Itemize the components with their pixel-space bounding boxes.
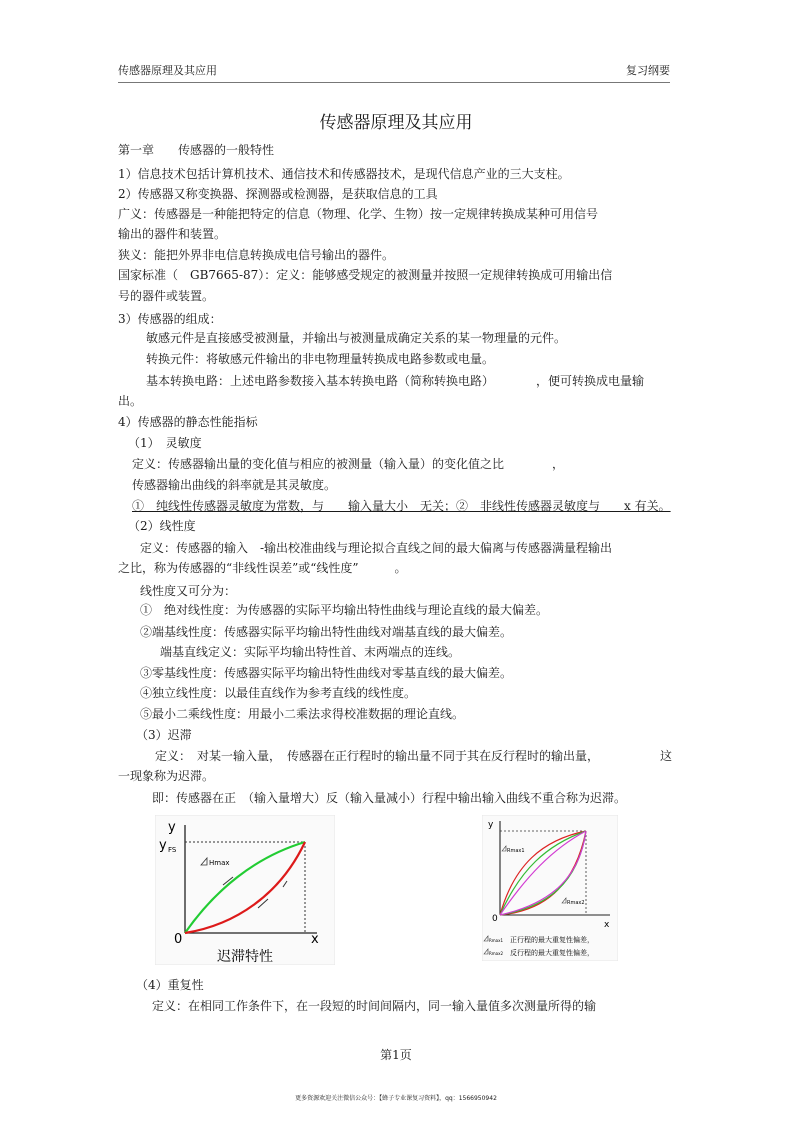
legend2-text: 反行程的最大重复性偏差， [510,949,594,957]
paragraph-line: ① 纯线性传感器灵敏度为常数，与 输入量大小 无关；② 非线性传感器灵敏度与 x 有关。 [132,499,671,513]
y-axis-label: y [168,820,176,835]
paragraph-line: ②端基线性度：传感器实际平均输出特性曲线对端基直线的最大偏差。 [140,625,513,639]
page-number: 第1页 [380,1048,412,1062]
header-rule [118,82,670,83]
paragraph-line: 号的器件或装置。 [118,289,215,303]
paragraph-line: 一现象称为迟滞。 [118,769,215,783]
chapter-heading: 第一章 传感器的一般特性 [118,143,275,157]
origin-label: 0 [492,914,498,924]
subsection-heading: （1） 灵敏度 [128,436,202,450]
paragraph-line: 定义：传感器的输入 -输出校准曲线与理论拟合直线之间的最大偏离与传感器满量程输出 [140,541,613,555]
section-heading: 3）传感器的组成： [118,312,222,326]
hysteresis-figure [155,815,335,965]
legend1-text: 正行程的最大重复性偏差， [510,936,594,944]
footer-note: 更多资源欢迎关注微信公众号：【蜂子专业课复习资料】，qq：156695094​2 [295,1095,497,1102]
paragraph-line: 定义：传感器输出量的变化值与相应的被测量（输入量）的变化值之比 ， [132,457,565,471]
delta1-label: Rmax1 [507,848,525,854]
origin-label: 0 [174,932,183,947]
header-left: 传感器原理及其应用 [118,64,217,77]
yfs-subscript: FS [168,846,177,854]
paragraph-line: 出。 [118,394,143,408]
legend1-subscript: Rmax1 [489,938,504,943]
legend2-subscript: Rmax2 [489,951,504,956]
repeatability-figure [482,815,618,961]
paragraph-line: 1）信息技术包括计算机技术、通信技术和传感器技术，是现代信息产业的三大支柱。 [118,167,570,181]
paragraph-line: 端基直线定义：实际平均输出特性首、末两端点的连线。 [160,645,461,659]
paragraph-line: 线性度又可分为： [140,584,237,598]
figure-caption: 迟滞特性 [217,949,273,965]
paragraph-line: 传感器输出曲线的斜率就是其灵敏度。 [132,478,337,492]
paragraph-line: 国家标准（ GB7665-87）：定义：能够感受规定的被测量并按照一定规律转换成可用输出信 [118,268,613,282]
paragraph-line: ③零基线性度：传感器实际平均输出特性曲线对零基直线的最大偏差。 [140,666,513,680]
paragraph-line: 狭义：能把外界非电信息转换成电信号输出的器件。 [118,248,395,262]
paragraph-line: 广义：传感器是一种能把特定的信息（物理、化学、生物）按一定规律转换成某种可用信号 [118,207,599,221]
yfs-label: y [159,838,167,853]
paragraph-line: ⑤最小二乘线性度：用最小二乘法求得校准数据的理论直线。 [140,707,465,721]
paragraph-line: 定义：在相同工作条件下，在一段短的时间间隔内，同一输入量值多次测量所得的输 [152,999,597,1013]
header-right: 复习纲要 [626,64,670,77]
paragraph-line: 定义： 对某一输入量， 传感器在正行程时的输出量不同于其在反行程时的输出量， [155,749,600,763]
document-title: 传感器原理及其应用 [319,113,473,133]
paragraph-line: 转换元件：将敏感元件输出的非电物理量转换成电路参数或电量。 [146,352,495,366]
section-heading: 4）传感器的静态性能指标 [118,415,258,429]
paragraph-line: 2）传感器又称变换器、探测器或检测器，是获取信息的工具 [118,187,438,201]
paragraph-line: 即：传感器在正 （输入量增大）反（输入量减小）行程中输出输入曲线不重合称为迟滞。 [152,791,627,805]
x-axis-label: x [604,920,610,930]
delta-hmax-label: Hmax [209,859,230,867]
y-axis-label: y [488,820,494,830]
paragraph-line: 之比，称为传感器的“非线性误差”或“线性度” 。 [118,561,407,575]
subsection-heading: （4）重复性 [136,978,204,992]
x-axis-label: x [311,932,319,947]
paragraph-line: 基本转换电路：上述电路参数接入基本转换电路（简称转换电路） ，便可转换成电量输 [146,374,645,388]
paragraph-line: ④独立线性度：以最佳直线作为参考直线的线性度。 [140,686,417,700]
subsection-heading: （3）迟滞 [136,728,192,742]
paragraph-line-tail: 这 [660,749,673,763]
paragraph-line: 输出的器件和装置。 [118,227,227,241]
paragraph-line: 敏感元件是直接感受被测量，并输出与被测量成确定关系的某一物理量的元件。 [146,331,567,345]
subsection-heading: （2）线性度 [128,519,196,533]
delta2-label: Rmax2 [567,900,585,906]
paragraph-line: ① 绝对线性度：为传感器的实际平均输出特性曲线与理论直线的最大偏差。 [140,603,549,617]
